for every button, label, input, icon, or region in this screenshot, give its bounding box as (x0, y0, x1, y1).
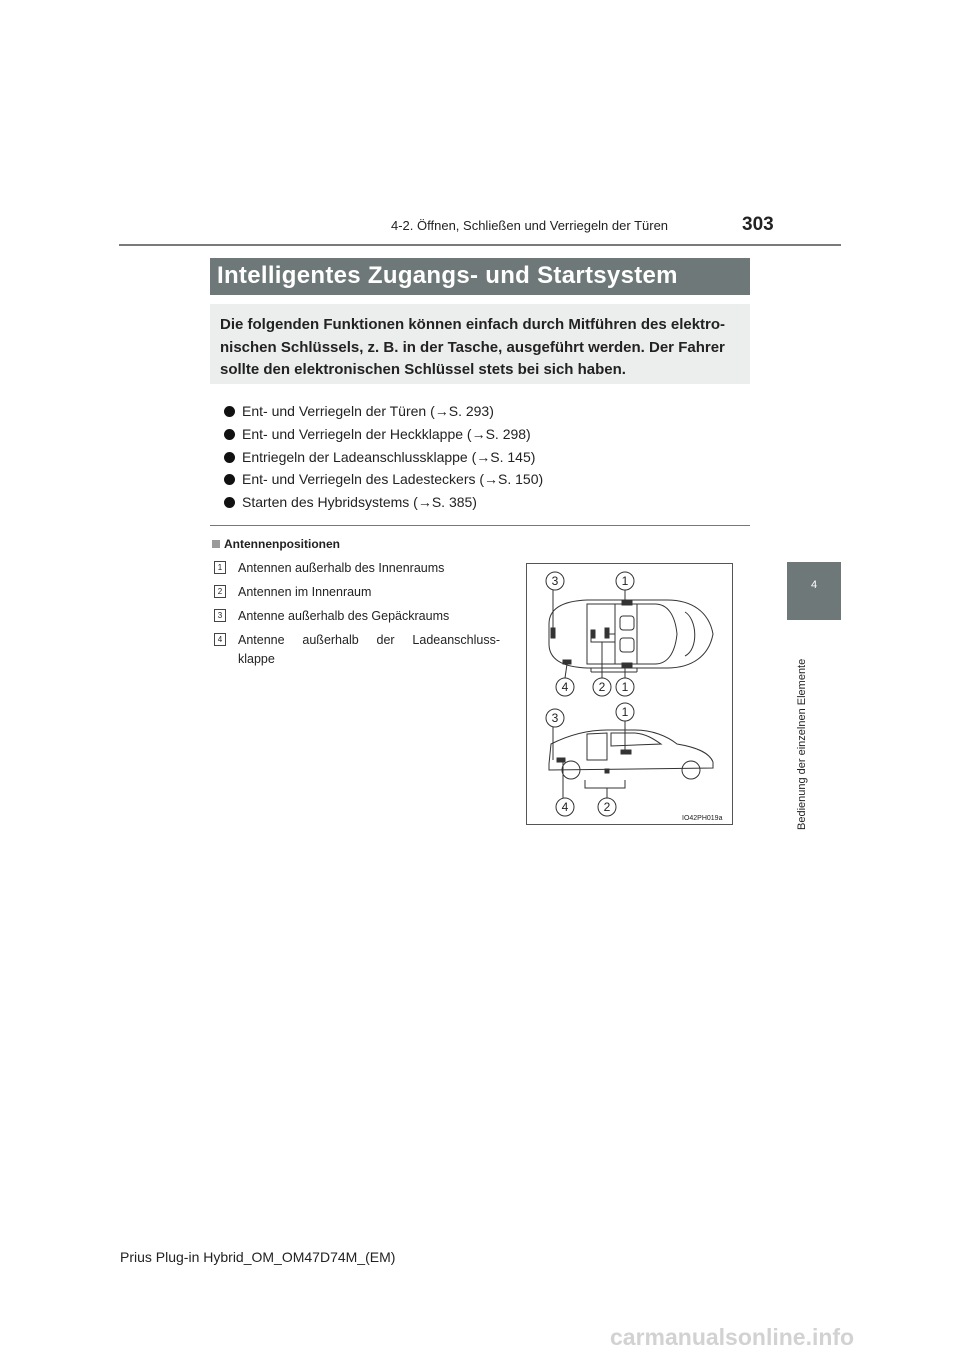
item-number-4: 4 (214, 633, 226, 646)
watermark: carmanualsonline.info (610, 1324, 855, 1350)
header-divider (119, 244, 841, 246)
figure-code: IO42PH019a (682, 815, 723, 822)
car-side-view (549, 730, 713, 779)
antenna-item-1: Antennen außerhalb des Innenraums (238, 561, 445, 575)
bullet-icon (224, 474, 235, 485)
item-number-2: 2 (214, 585, 226, 598)
footer-document-id: Prius Plug-in Hybrid_OM_OM47D74M_(EM) (120, 1249, 396, 1265)
square-icon (212, 540, 220, 548)
bullet-icon (224, 497, 235, 508)
bullet-item: Entriegeln der Ladeanschlussklappe (→S. 145) (224, 449, 535, 465)
intro-line-3: sollte den elektronischen Schlüssel stets bei sich haben. (220, 361, 626, 378)
chapter-tab (787, 562, 841, 620)
svg-text:4: 4 (561, 680, 569, 694)
svg-text:2: 2 (598, 680, 606, 694)
intro-line-2: nischen Schlüssels, z. B. in der Tasche, ausgeführt werden. Der Fahrer (220, 339, 725, 356)
page-title: Intelligentes Zugangs- und Startsystem (217, 262, 678, 289)
svg-text:1: 1 (621, 705, 629, 719)
callout-labels-top (552, 574, 629, 694)
antenna-position-figure (526, 563, 733, 825)
svg-text:1: 1 (621, 680, 629, 694)
item-number-3: 3 (214, 609, 226, 622)
chapter-title-vertical: Bedienung der einzelnen Elemente (796, 658, 808, 830)
bullet-item: Starten des Hybridsystems (→S. 385) (224, 494, 477, 510)
bullet-icon (224, 406, 235, 417)
page-number: 303 (742, 214, 774, 235)
bullet-item: Ent- und Verriegeln der Heckklappe (→S. 298) (224, 426, 531, 442)
bullet-item: Ent- und Verriegeln des Ladesteckers (→S. 150) (224, 471, 543, 487)
section-divider (210, 525, 750, 526)
antenna-item-4-line-2: klappe (238, 652, 275, 666)
antenna-item-2: Antennen im Innenraum (238, 585, 372, 599)
bullet-icon (224, 429, 235, 440)
section-heading: Antennenpositionen (212, 537, 340, 551)
svg-text:3: 3 (551, 711, 559, 725)
header-section-title: 4-2. Öffnen, Schließen und Verriegeln der Türen (391, 218, 669, 233)
car-top-view (549, 600, 713, 668)
svg-text:4: 4 (561, 800, 569, 814)
svg-text:1: 1 (621, 574, 629, 588)
item-number-1: 1 (214, 561, 226, 574)
car-diagram (527, 564, 732, 824)
chapter-number: 4 (810, 579, 818, 591)
bullet-item: Ent- und Verriegeln der Türen (→S. 293) (224, 403, 494, 419)
svg-text:2: 2 (603, 800, 611, 814)
svg-text:3: 3 (551, 574, 559, 588)
antenna-item-3: Antenne außerhalb des Gepäckraums (238, 609, 450, 623)
antenna-item-4-line-1: Antenne außerhalb der Ladeanschluss- (238, 633, 500, 647)
intro-line-1: Die folgenden Funktionen können einfach durch Mitführen des elektro- (220, 316, 726, 333)
bullet-icon (224, 452, 235, 463)
